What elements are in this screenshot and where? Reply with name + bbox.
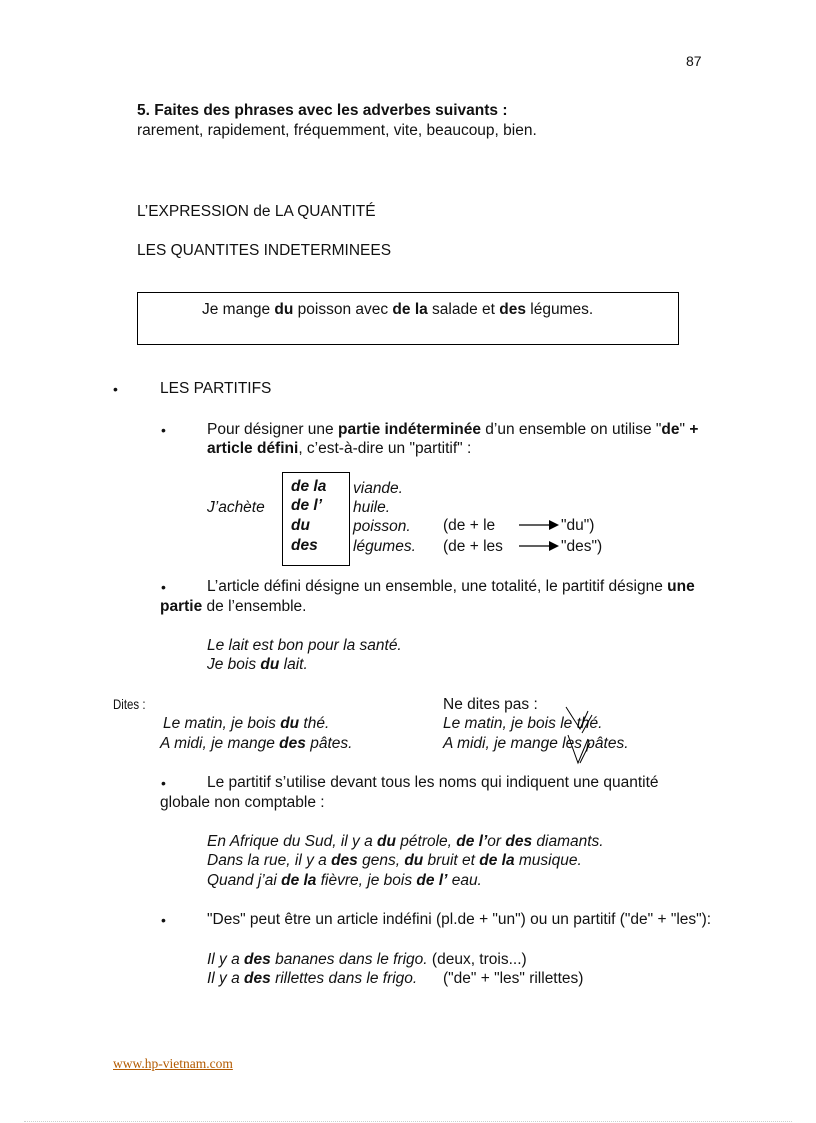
contraction-note-right: "des") — [561, 538, 603, 555]
strike-marks — [562, 705, 602, 767]
example-line: Le lait est bon pour la santé. — [207, 637, 402, 654]
bullet-icon: • — [161, 912, 166, 928]
strike-icon — [566, 707, 592, 733]
contraction-note-left: (de + les — [443, 538, 503, 555]
point1-line1: Pour désigner une partie indéterminée d’un ensemble on utilise "de" + — [207, 421, 699, 438]
contraction-note-left: (de + le — [443, 517, 496, 534]
ne-dites-label: Ne dites pas : — [443, 696, 538, 713]
footer-link[interactable]: www.hp-vietnam.com — [113, 1056, 233, 1071]
contraction-note-right: "du") — [561, 517, 595, 534]
point3-line2: globale non comptable : — [160, 794, 325, 811]
table-lead: J’achète — [207, 499, 265, 516]
point2-line1: L’article défini désigne un ensemble, une totalité, le partitif désigne une — [207, 578, 695, 595]
section-subtitle: LES QUANTITES INDETERMINEES — [137, 242, 392, 259]
point1-line2: article défini, c’est-à-dire un "partitif" : — [207, 440, 472, 457]
noun-item: poisson. — [353, 518, 411, 535]
crossed-word: le — [560, 715, 573, 732]
point3-line1: Le partitif s’utilise devant tous les noms qui indiquent une quantité — [207, 774, 659, 791]
ne-dites-line: A midi, je mange les pâtes. — [443, 735, 629, 752]
example-note: ("de" + "les" rillettes) — [443, 970, 584, 987]
point2-line2: partie de l’ensemble. — [160, 598, 307, 615]
bullet-icon: • — [161, 775, 166, 791]
right-arrow-icon — [519, 520, 559, 530]
ne-dites-line: Le matin, je bois le thé. — [443, 715, 603, 732]
bullet-icon: • — [161, 422, 166, 438]
example-sentence: Je mange du poisson avec de la salade et des légumes. — [202, 301, 594, 318]
crossed-word: les — [562, 735, 582, 752]
page-number: 87 — [686, 53, 702, 69]
dites-line: Le matin, je bois du thé. — [163, 715, 330, 732]
example-line: En Afrique du Sud, il y a du pétrole, de l’or des diamants. — [207, 833, 604, 850]
arrow-icons — [519, 517, 561, 555]
exercise-title: 5. Faites des phrases avec les adverbes suivants : — [137, 102, 508, 119]
dites-line: A midi, je mange des pâtes. — [160, 735, 353, 752]
article-item: du — [291, 517, 310, 534]
dites-label: Dites : — [113, 696, 146, 712]
exercise-words: rarement, rapidement, fréquemment, vite, beaucoup, bien. — [137, 122, 537, 139]
point4-text: "Des" peut être un article indéfini (pl.de + "un") ou un partitif ("de" + "les"): — [207, 911, 712, 928]
partitifs-heading: LES PARTITIFS — [160, 380, 272, 397]
noun-item: viande. — [353, 480, 403, 497]
bullet-icon: • — [161, 579, 166, 595]
example-line: Je bois du lait. — [207, 656, 308, 673]
strike-icon — [568, 735, 590, 763]
example-line: Il y a des bananes dans le frigo. (deux, trois...) — [207, 951, 527, 968]
example-line: Dans la rue, il y a des gens, du bruit et de la musique. — [207, 852, 582, 869]
article-item: de la — [291, 478, 327, 495]
bullet-icon: • — [113, 381, 118, 397]
article-item: de l’ — [291, 497, 323, 514]
section-title: L’EXPRESSION de LA QUANTITÉ — [137, 203, 376, 220]
right-arrow-icon — [519, 541, 559, 551]
example-line: Il y a des rillettes dans le frigo. — [207, 970, 418, 987]
noun-item: légumes. — [353, 538, 416, 555]
noun-item: huile. — [353, 499, 391, 516]
article-item: des — [291, 537, 318, 554]
page-bottom-divider — [24, 1121, 792, 1122]
example-line: Quand j’ai de la fièvre, je bois de l’ eau. — [207, 872, 482, 889]
